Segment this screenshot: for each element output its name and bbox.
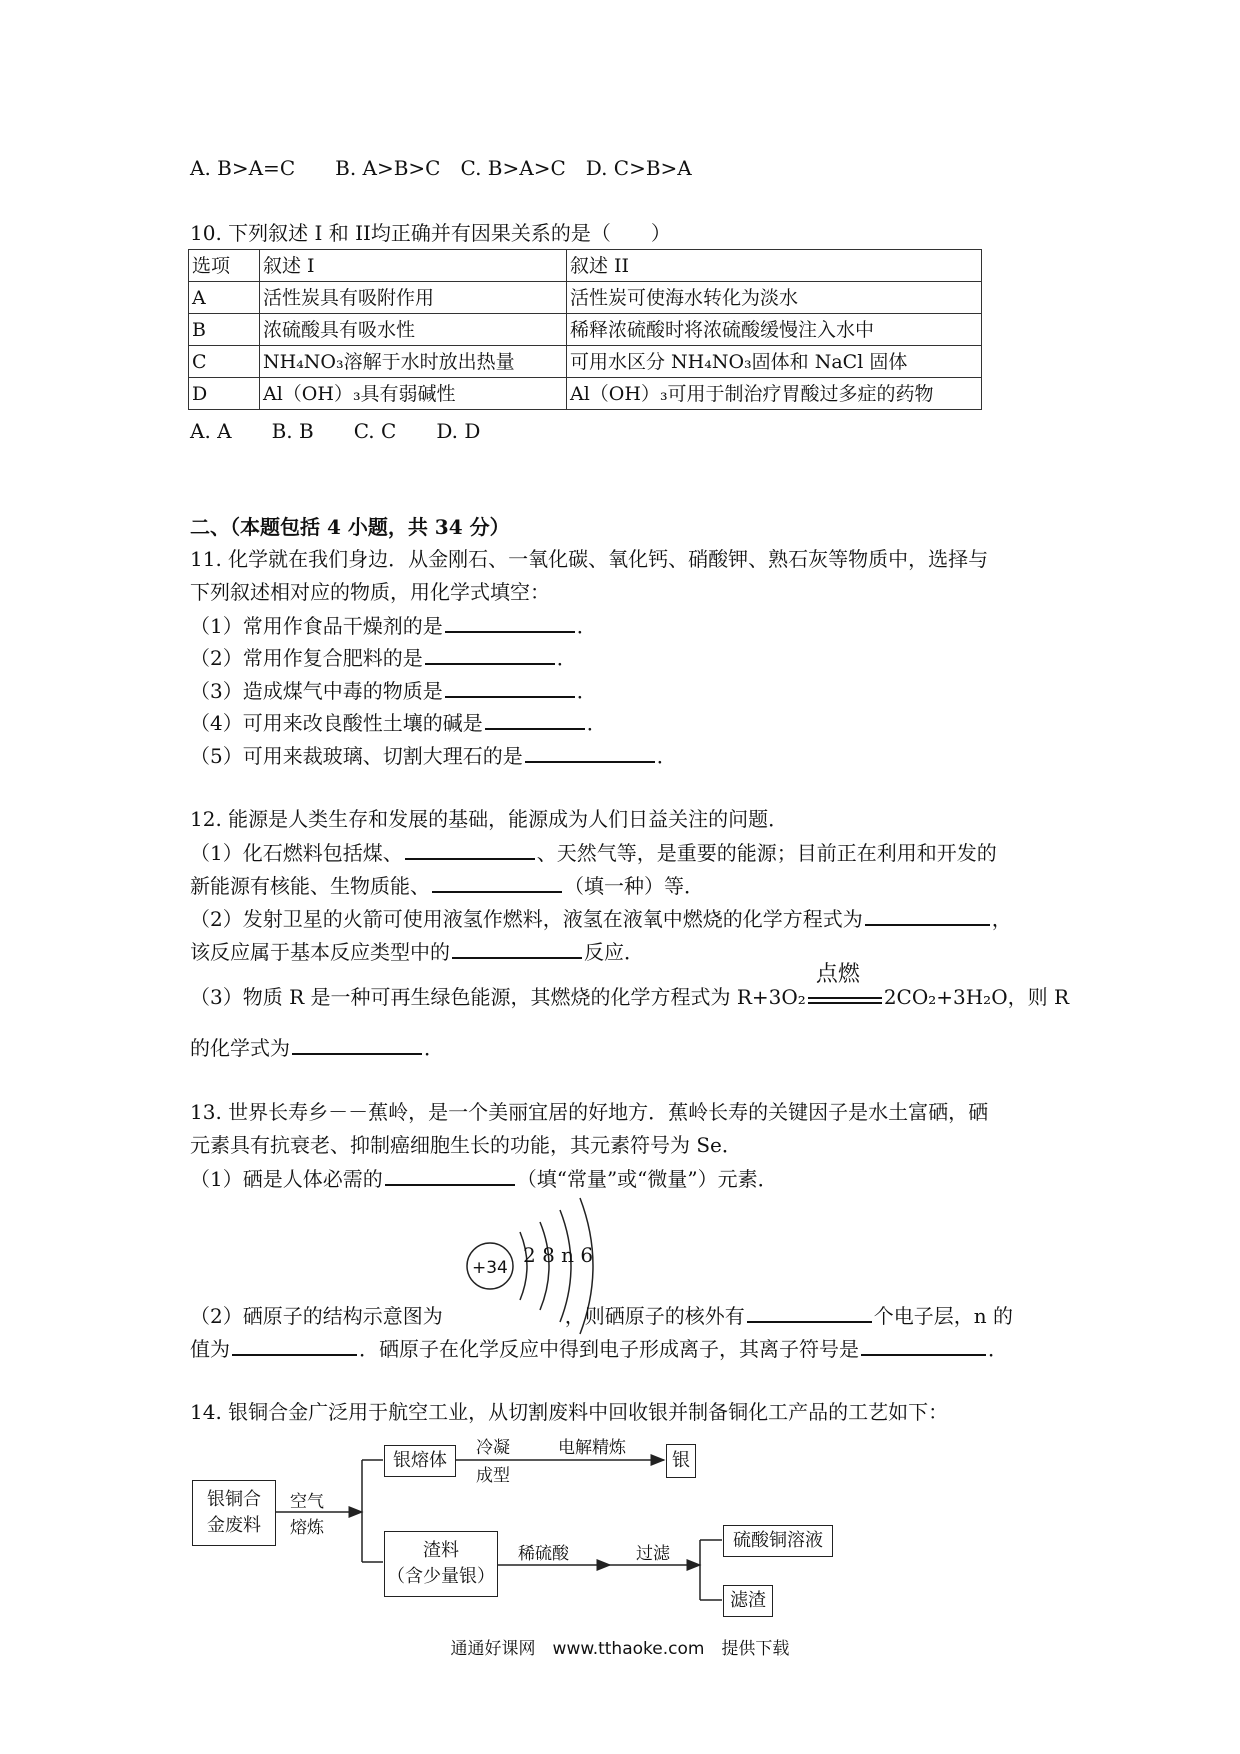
q12-part2-cont xyxy=(190,937,644,966)
q12-stem: 12. 能源是人类生存和发展的基础，能源成为人们日益关注的问题． xyxy=(190,807,789,831)
table-row xyxy=(189,346,982,378)
box-label: 渣料 xyxy=(423,1540,459,1561)
q13-text: ．硒原子在化学反应中得到电子形成离子，其离子符号是 xyxy=(359,1337,859,1361)
q12-part1 xyxy=(190,838,997,867)
label-air: 空气 xyxy=(290,1492,324,1512)
q13-text: 值为 xyxy=(190,1337,230,1361)
answer-blank[interactable] xyxy=(432,871,562,893)
section-title: 二、（本题包括 4 小题，共 34 分） xyxy=(190,515,510,539)
box-cuso4-solution: 硫酸铜溶液 xyxy=(723,1525,833,1557)
box-residue: 滤渣 xyxy=(723,1585,773,1617)
box-label: 金废料 xyxy=(207,1515,261,1536)
answer-blank[interactable] xyxy=(747,1301,872,1323)
answer-blank[interactable] xyxy=(861,1334,986,1356)
q11-item xyxy=(190,741,677,770)
equals-line-bottom xyxy=(808,1002,882,1004)
q13-part2-cont xyxy=(190,1334,1008,1363)
table-cell: NH₄NO₃溶解于水时放出热量 xyxy=(260,346,567,378)
table-row xyxy=(189,378,982,410)
q11-item-text: （3）造成煤气中毒的物质是 xyxy=(190,679,443,703)
label-shape: 成型 xyxy=(476,1466,510,1486)
q12-part1-cont xyxy=(190,871,704,900)
q12-part3-cont xyxy=(190,1033,444,1062)
answer-blank[interactable] xyxy=(485,708,585,730)
box-alloy-scrap xyxy=(192,1480,276,1546)
label-cool: 冷凝 xyxy=(476,1438,510,1458)
table-cell: B xyxy=(189,314,260,346)
table-cell: Al（OH）₃可用于制治疗胃酸过多症的药物 xyxy=(567,378,982,410)
q10-stem: 10. 下列叙述 I 和 II均正确并有因果关系的是（ ） xyxy=(190,221,671,245)
label-smelt: 熔炼 xyxy=(290,1518,324,1538)
q12-text: （填一种）等． xyxy=(564,874,704,898)
q12-text: ， xyxy=(991,907,1012,931)
reaction-condition: 点燃 xyxy=(815,962,860,987)
label-refine: 电解精炼 xyxy=(558,1438,626,1458)
box-silver: 银 xyxy=(666,1444,696,1478)
q12-text: ． xyxy=(424,1036,444,1060)
table-row xyxy=(189,282,982,314)
q13-stem-line1: 13. 世界长寿乡－－蕉岭，是一个美丽宜居的好地方．蕉岭长寿的关键因子是水土富硒，硒 xyxy=(190,1100,989,1124)
q14-stem: 14. 银铜合金广泛用于航空工业，从切割废料中回收银并制备铜化工产品的工艺如下： xyxy=(190,1400,949,1424)
table-cell: Al（OH）₃具有弱碱性 xyxy=(260,378,567,410)
q12-text: 、天然气等，是重要的能源；目前正在利用和开发的 xyxy=(536,841,997,865)
q13-text: ，则硒原子的核外有 xyxy=(564,1304,745,1328)
q11-item xyxy=(190,708,607,737)
q12-text: 新能源有核能、生物质能、 xyxy=(190,874,430,898)
answer-blank[interactable] xyxy=(405,838,535,860)
q13-text: （填“常量”或“微量”）元素． xyxy=(516,1167,778,1191)
answer-blank[interactable] xyxy=(452,937,582,959)
q13-text: ． xyxy=(988,1337,1008,1361)
q11-stem-line2: 下列叙述相对应的物质，用化学式填空： xyxy=(190,580,550,604)
period: ． xyxy=(656,744,677,768)
table-cell: 活性炭具有吸附作用 xyxy=(260,282,567,314)
table-row xyxy=(189,314,982,346)
q12-part2 xyxy=(190,904,1012,933)
table-cell: A xyxy=(189,282,260,314)
q13-part2 xyxy=(190,1301,1013,1330)
box-label: （含少量银） xyxy=(387,1566,495,1587)
answer-blank[interactable] xyxy=(445,676,575,698)
period: ． xyxy=(576,679,597,703)
q12-text: （2）发射卫星的火箭可使用液氢作燃料，液氢在液氧中燃烧的化学方程式为 xyxy=(190,907,863,931)
q9-options: A. B>A=C B. A>B>C C. B>A>C D. C>B>A xyxy=(190,156,692,180)
q11-stem-line1: 11. 化学就在我们身边．从金刚石、一氧化碳、氧化钙、硝酸钾、熟石灰等物质中，选择与 xyxy=(190,547,989,571)
box-silver-melt: 银熔体 xyxy=(384,1445,456,1477)
q10-options: A. A B. B C. C D. D xyxy=(190,419,481,443)
period: ． xyxy=(586,711,607,735)
table-header-row xyxy=(189,250,982,282)
page-footer: 通通好课网 www.tthaoke.com 提供下载 xyxy=(450,1639,790,1659)
reaction-arrow xyxy=(806,962,884,1011)
table-cell: 可用水区分 NH₄NO₃固体和 NaCl 固体 xyxy=(567,346,982,378)
q11-item-text: （2）常用作复合肥料的是 xyxy=(190,646,423,670)
electron-counts: 2 8 n 6 xyxy=(523,1243,594,1267)
table-cell: 稀释浓硫酸时将浓硫酸缓慢注入水中 xyxy=(567,314,982,346)
q13-stem-line2: 元素具有抗衰老、抑制癌细胞生长的功能，其元素符号为 Se． xyxy=(190,1133,742,1157)
q11-item xyxy=(190,611,597,640)
table-cell: C xyxy=(189,346,260,378)
q12-text: 该反应属于基本反应类型中的 xyxy=(190,940,450,964)
q12-text: 反应． xyxy=(584,940,644,964)
answer-blank[interactable] xyxy=(385,1164,515,1186)
equals-line-top xyxy=(808,997,882,999)
nucleus-charge: +34 xyxy=(472,1258,508,1278)
q11-item-text: （1）常用作食品干燥剂的是 xyxy=(190,614,443,638)
table-cell: 活性炭可使海水转化为淡水 xyxy=(567,282,982,314)
period: ． xyxy=(576,614,597,638)
q12-text: （1）化石燃料包括煤、 xyxy=(190,841,403,865)
box-label: 银铜合 xyxy=(207,1489,261,1510)
q12-part3 xyxy=(190,962,1070,1011)
q13-text: （2）硒原子的结构示意图为 xyxy=(190,1304,443,1328)
q11-item-text: （5）可用来裁玻璃、切割大理石的是 xyxy=(190,744,523,768)
q12-text: （3）物质 R 是一种可再生绿色能源，其燃烧的化学方程式为 R+3O₂ xyxy=(190,985,806,1009)
label-filter: 过滤 xyxy=(636,1544,670,1564)
answer-blank[interactable] xyxy=(425,643,555,665)
table-header: 叙述 II xyxy=(567,250,982,282)
q12-text: 的化学式为 xyxy=(190,1036,290,1060)
answer-blank[interactable] xyxy=(865,904,990,926)
answer-blank[interactable] xyxy=(525,741,655,763)
answer-blank[interactable] xyxy=(292,1033,422,1055)
box-slag xyxy=(384,1531,498,1597)
table-cell: 浓硫酸具有吸水性 xyxy=(260,314,567,346)
q11-item-text: （4）可用来改良酸性土壤的碱是 xyxy=(190,711,483,735)
q12-text: 2CO₂+3H₂O，则 R xyxy=(883,985,1070,1009)
answer-blank[interactable] xyxy=(445,611,575,633)
q10-table xyxy=(188,249,982,410)
table-cell: D xyxy=(189,378,260,410)
q13-part1 xyxy=(190,1164,778,1193)
q13-text: （1）硒是人体必需的 xyxy=(190,1167,383,1191)
label-dilute-acid: 稀硫酸 xyxy=(518,1544,569,1564)
answer-blank[interactable] xyxy=(232,1334,357,1356)
q13-text: 个电子层，n 的 xyxy=(873,1304,1013,1328)
table-header: 选项 xyxy=(189,250,260,282)
table-header: 叙述 I xyxy=(260,250,567,282)
q11-item xyxy=(190,643,577,672)
period: ． xyxy=(556,646,577,670)
q11-item xyxy=(190,676,597,705)
